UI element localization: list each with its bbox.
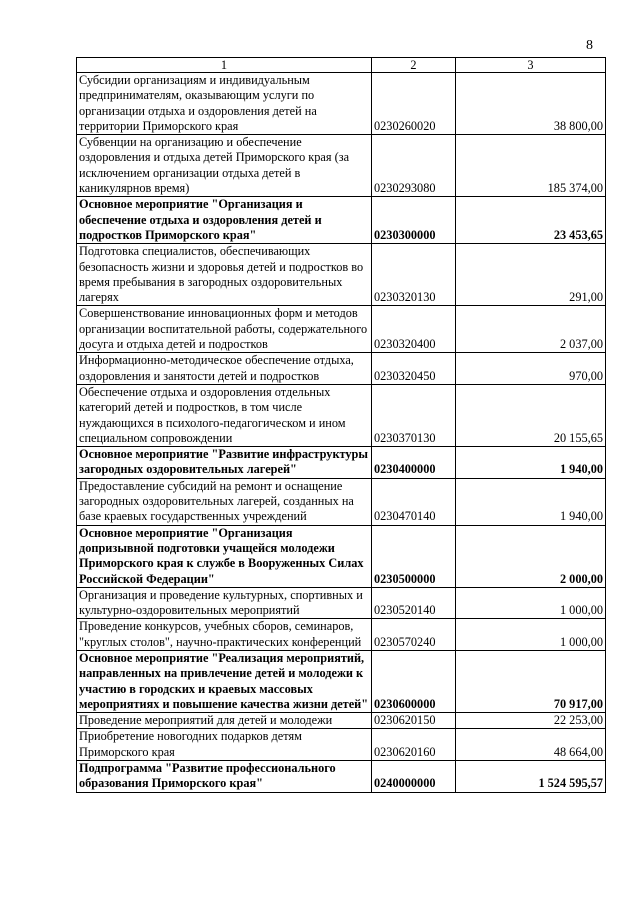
row-amount-cell: 38 800,00 [456, 73, 606, 135]
row-amount-cell: 1 524 595,57 [456, 761, 606, 793]
row-amount-cell: 185 374,00 [456, 135, 606, 197]
row-amount-cell: 23 453,65 [456, 197, 606, 244]
row-code-cell: 0230320400 [372, 306, 456, 353]
row-amount-cell: 970,00 [456, 353, 606, 385]
row-name-cell: Подпрограмма "Развитие профессионального образования Приморского края" [77, 761, 372, 793]
row-code-cell: 0230300000 [372, 197, 456, 244]
row-name-cell: Субвенции на организацию и обеспечение оздоровления и отдыха детей Приморского края (за исключением организации отдыха детей в каникулярнов время) [77, 135, 372, 197]
table-row [77, 729, 606, 761]
row-code-cell: 0230570240 [372, 619, 456, 651]
row-amount-cell: 1 000,00 [456, 619, 606, 651]
header-col-1: 1 [77, 58, 372, 73]
budget-table [76, 57, 606, 793]
table-row-section [77, 447, 606, 479]
row-amount-cell: 1 940,00 [456, 478, 606, 525]
row-name-cell: Подготовка специалистов, обеспечивающих безопасность жизни и здоровья детей и подростков во время пребывания в загородных оздоровительных лагерях [77, 244, 372, 306]
row-code-cell: 0230320450 [372, 353, 456, 385]
row-name-cell: Информационно-методическое обеспечение отдыха, оздоровления и занятости детей и подростков [77, 353, 372, 385]
row-name-cell: Проведение конкурсов, учебных сборов, семинаров, "круглых столов", научно-практических конференций [77, 619, 372, 651]
row-code-cell: 0230260020 [372, 73, 456, 135]
row-amount-cell: 22 253,00 [456, 713, 606, 729]
table-row-section [77, 197, 606, 244]
row-amount-cell: 2 000,00 [456, 525, 606, 587]
row-code-cell: 0230620150 [372, 713, 456, 729]
row-code-cell: 0240000000 [372, 761, 456, 793]
row-amount-cell: 48 664,00 [456, 729, 606, 761]
table-row [77, 478, 606, 525]
row-name-cell: Приобретение новогодних подарков детям Приморского края [77, 729, 372, 761]
table-row [77, 306, 606, 353]
row-name-cell: Предоставление субсидий на ремонт и оснащение загородных оздоровительных лагерей, созданных на базе краевых государственных учреждений [77, 478, 372, 525]
table-row [77, 619, 606, 651]
table-row [77, 73, 606, 135]
row-amount-cell: 1 940,00 [456, 447, 606, 479]
header-row [77, 58, 606, 73]
header-col-3: 3 [456, 58, 606, 73]
table-row [77, 353, 606, 385]
table-row [77, 135, 606, 197]
row-name-cell: Обеспечение отдыха и оздоровления отдельных категорий детей и подростков, в том числе нуждающихся в психолого-педагогическом и ином специальном сопровождении [77, 384, 372, 446]
table-row [77, 713, 606, 729]
row-name-cell: Основное мероприятие "Реализация мероприятий, направленных на привлечение детей и молодежи к участию в городских и краевых массовых мероприятиях и повышение качества жизни детей" [77, 650, 372, 712]
row-code-cell: 0230620160 [372, 729, 456, 761]
row-code-cell: 0230370130 [372, 384, 456, 446]
row-code-cell: 0230500000 [372, 525, 456, 587]
row-code-cell: 0230293080 [372, 135, 456, 197]
row-name-cell: Совершенствование инновационных форм и методов организации воспитательной работы, содержательного досуга и отдыха детей и подростков [77, 306, 372, 353]
table-row [77, 587, 606, 619]
row-name-cell: Основное мероприятие "Организация и обеспечение отдыха и оздоровления детей и подростков Приморского края" [77, 197, 372, 244]
row-amount-cell: 20 155,65 [456, 384, 606, 446]
row-code-cell: 0230470140 [372, 478, 456, 525]
row-name-cell: Основное мероприятие "Развитие инфраструктуры загородных оздоровительных лагерей" [77, 447, 372, 479]
row-amount-cell: 70 917,00 [456, 650, 606, 712]
table-row [77, 384, 606, 446]
row-name-cell: Организация и проведение культурных, спортивных и культурно-оздоровительных мероприятий [77, 587, 372, 619]
table-row-section [77, 525, 606, 587]
row-name-cell: Проведение мероприятий для детей и молодежи [77, 713, 372, 729]
row-code-cell: 0230520140 [372, 587, 456, 619]
row-code-cell: 0230320130 [372, 244, 456, 306]
row-code-cell: 0230600000 [372, 650, 456, 712]
row-name-cell: Субсидии организациям и индивидуальным предпринимателям, оказывающим услуги по организации отдыха и оздоровления детей на территории Приморского края [77, 73, 372, 135]
row-amount-cell: 1 000,00 [456, 587, 606, 619]
header-col-2: 2 [372, 58, 456, 73]
table-row-section [77, 650, 606, 712]
row-amount-cell: 2 037,00 [456, 306, 606, 353]
table-row-section [77, 761, 606, 793]
row-code-cell: 0230400000 [372, 447, 456, 479]
page-number: 8 [586, 38, 593, 53]
table-row [77, 244, 606, 306]
row-amount-cell: 291,00 [456, 244, 606, 306]
row-name-cell: Основное мероприятие "Организация допризывной подготовки учащейся молодежи Приморского края к службе в Вооруженных Силах Российской Федерации" [77, 525, 372, 587]
